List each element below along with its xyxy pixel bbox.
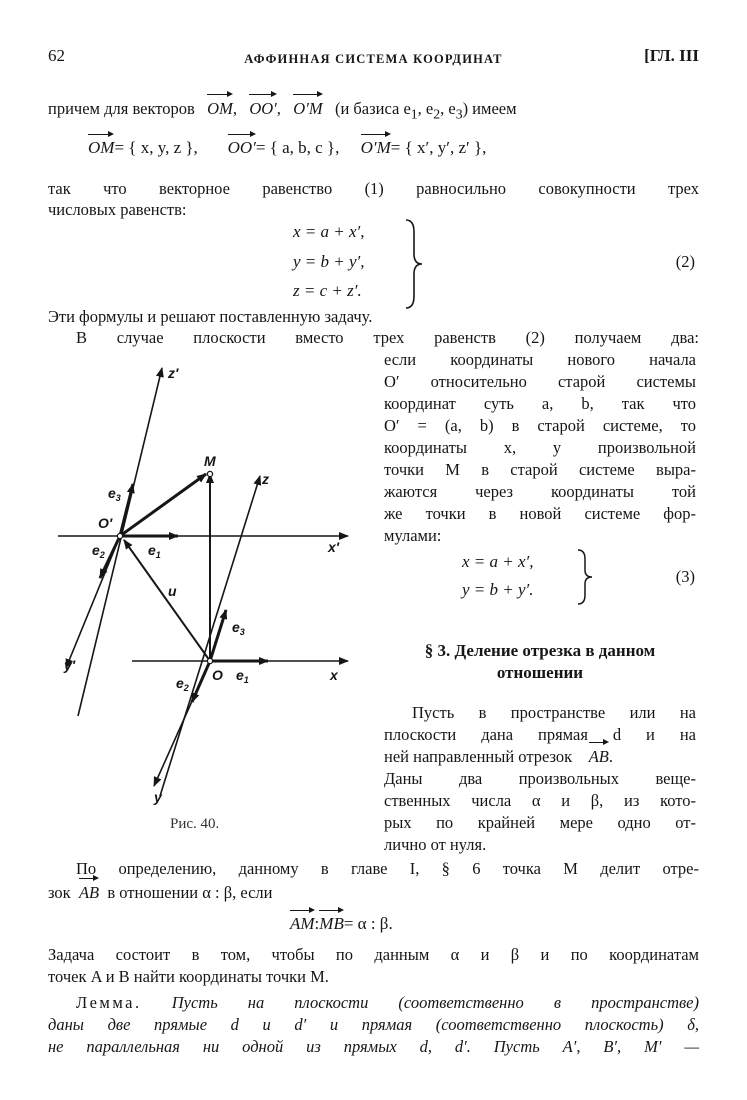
vector-coordinates-line bbox=[88, 138, 486, 158]
text-line: координаты x, y произвольной bbox=[384, 438, 696, 457]
label-e1-prime: $e_1$ bbox=[148, 542, 161, 560]
label-e1: $e_1$ bbox=[236, 667, 249, 685]
vector-O-prime-M: O′M bbox=[360, 138, 391, 157]
text-fragment: зок bbox=[48, 883, 71, 902]
lemma-heading: Лемма. bbox=[76, 993, 142, 1012]
chapter-reference: [ГЛ. III bbox=[644, 46, 699, 65]
text-line: же точки в новой системе фор- bbox=[384, 504, 696, 523]
text-line: если координаты нового начала bbox=[384, 350, 696, 369]
lemma-line: не параллельная ни одной из прямых d, d′. Пусть A′, B′, M′ — bbox=[48, 1037, 699, 1056]
text-line: O′ относительно старой системы bbox=[384, 372, 696, 391]
vector-AB: AB bbox=[78, 883, 100, 902]
equation-number: (3) bbox=[675, 567, 695, 586]
text-line: причем для векторов OM, OO′, O′M (и базиса $e_1$, $e_2$, $e_3$) имеем bbox=[48, 99, 517, 122]
text-line: координат суть a, b, так что bbox=[384, 394, 696, 413]
label-z: z bbox=[262, 471, 269, 487]
text-line: плоскости дана прямая d и на bbox=[384, 725, 696, 744]
label-e2-prime: $e_2$ bbox=[92, 542, 105, 560]
text-line: жаются через координаты той bbox=[384, 482, 696, 501]
label-O: O bbox=[212, 667, 223, 683]
equation-fragment: = α : β. bbox=[343, 914, 393, 933]
vector-O-prime-M: O′M bbox=[293, 99, 323, 118]
basis-e3 bbox=[210, 610, 226, 661]
text-line: рых по крайней мере одно от- bbox=[384, 813, 696, 832]
text-line: лично от нуля. bbox=[384, 835, 487, 854]
text-line: Даны два произвольных веще- bbox=[384, 769, 696, 788]
ratio-equation bbox=[290, 914, 393, 934]
lemma-line bbox=[76, 992, 699, 1014]
label-u: u bbox=[168, 583, 177, 599]
label-M: M bbox=[204, 453, 216, 469]
text-line: точек A и B найти координаты точки M. bbox=[48, 967, 329, 986]
figure-caption: Рис. 40. bbox=[170, 816, 220, 832]
label-z-prime: z′ bbox=[168, 365, 179, 381]
text-line: Задача состоит в том, чтобы по данным α и β и по координатам bbox=[48, 945, 699, 964]
text-line: ней направленный отрезок AB. bbox=[384, 747, 613, 766]
equation-fragment: : bbox=[314, 914, 320, 933]
page-number: 62 bbox=[48, 46, 65, 65]
right-brace-icon bbox=[404, 218, 428, 310]
vector-MB: MB bbox=[319, 914, 344, 933]
text-line: В случае плоскости вместо трех равенств (2) получаем два: bbox=[76, 328, 699, 347]
running-title: АФФИННАЯ СИСТЕМА КООРДИНАТ bbox=[244, 52, 503, 66]
point-M bbox=[207, 471, 212, 476]
text-line: Пусть в пространстве или на bbox=[412, 703, 696, 722]
vector-OO-prime: OO′ bbox=[227, 138, 256, 157]
vector-OM: OM bbox=[207, 99, 233, 118]
text-fragment: (и базиса e bbox=[334, 99, 411, 118]
label-e3-prime: $e_3$ bbox=[108, 485, 121, 503]
text-fragment: ней направленный отрезок bbox=[384, 747, 573, 766]
point-O-prime bbox=[117, 533, 122, 538]
equation-y: y = b + y′, bbox=[293, 252, 365, 271]
equation-x: x = a + x′, bbox=[293, 222, 365, 241]
equation-number: (2) bbox=[675, 252, 695, 271]
label-y-prime: y′ bbox=[64, 657, 76, 673]
right-brace-icon bbox=[576, 548, 596, 606]
text-line: так что векторное равенство (1) равносильно совокупности трех bbox=[48, 179, 699, 198]
label-x-prime: x′ bbox=[328, 539, 340, 555]
equation-fragment: = { a, b, c }, bbox=[255, 138, 340, 157]
vector-u bbox=[124, 540, 210, 661]
equation-y: y = b + y′. bbox=[462, 580, 534, 599]
text-fragment: , e bbox=[440, 99, 456, 118]
text-fragment: в отношении α : β, если bbox=[107, 883, 273, 902]
equation-x: x = a + x′, bbox=[462, 552, 534, 571]
vector-OO-prime: OO′ bbox=[249, 99, 277, 118]
equation-fragment: = { x′, y′, z′ }, bbox=[390, 138, 487, 157]
vector-AB: AB bbox=[588, 747, 609, 766]
text-fragment: причем для векторов bbox=[48, 99, 195, 118]
label-y: y bbox=[154, 789, 162, 805]
text-line: числовых равенств: bbox=[48, 200, 187, 219]
section-heading: § 3. Деление отрезка в данном bbox=[424, 641, 656, 660]
lemma-line: даны две прямые d и d′ и прямая (соответственно плоскость) δ, bbox=[48, 1015, 699, 1034]
text-line: мулами: bbox=[384, 526, 442, 545]
label-x: x bbox=[330, 667, 338, 683]
label-e3: $e_3$ bbox=[232, 619, 245, 637]
text-line: O′ = (a, b) в старой системе, то bbox=[384, 416, 696, 435]
figure-40-diagram bbox=[48, 356, 368, 811]
equation-fragment: = { x, y, z }, bbox=[114, 138, 198, 157]
vector-OM: OM bbox=[88, 138, 115, 157]
text-line: ственных числа α и β, из кото- bbox=[384, 791, 696, 810]
vector-AM: AM bbox=[290, 914, 315, 933]
text-line: точки M в старой системе выра- bbox=[384, 460, 696, 479]
equation-z: z = c + z′. bbox=[293, 281, 362, 300]
section-heading: отношении bbox=[496, 663, 584, 682]
label-e2: $e_2$ bbox=[176, 675, 189, 693]
label-O-prime: O′ bbox=[98, 515, 113, 531]
text-fragment: Пусть на плоскости (соответственно в пространстве) bbox=[171, 993, 700, 1012]
text-line: Эти формулы и решают поставленную задачу. bbox=[48, 307, 373, 326]
text-fragment: , e bbox=[417, 99, 434, 118]
text-line: По определению, данному в главе I, § 6 точка M делит отре- bbox=[76, 859, 699, 878]
point-O bbox=[207, 658, 212, 663]
vector-O-prime-M-line bbox=[120, 474, 206, 536]
text-line bbox=[48, 882, 699, 904]
text-fragment: ) имеем bbox=[462, 99, 517, 118]
